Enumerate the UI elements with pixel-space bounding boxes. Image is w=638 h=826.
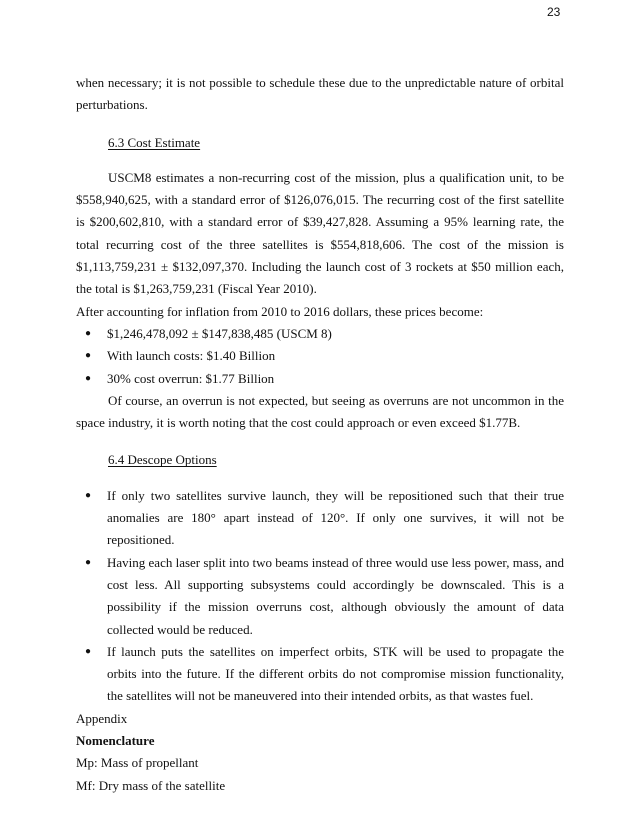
nomenclature-heading: Nomenclature: [76, 733, 155, 749]
overrun-paragraph: Of course, an overrun is not expected, but seeing as overruns are not uncommon in the space industry, it is worth noting that the cost could approach or even exceed $1.77B.: [76, 392, 564, 431]
bullet-icon: ●: [85, 327, 92, 339]
list-item-text: 30% cost overrun: $1.77 Billion: [107, 370, 275, 386]
cost-bullet-list: [76, 323, 564, 390]
list-item-text: $1,246,478,092 ± $147,838,485 (USCM 8): [107, 325, 332, 341]
list-item: [76, 345, 564, 367]
bullet-icon: ●: [85, 489, 92, 501]
list-item: [76, 323, 564, 345]
list-item-text: If only two satellites survive launch, they will be repositioned such that their true anomalies are 180° apart instead of 120°. If only one survives, it will not be repositioned.: [107, 487, 564, 548]
list-item-text: If launch puts the satellites on imperfect orbits, STK will be used to propagate the orbits into the future. If the different orbits do not compromise mission functionality, the satellites will not be maneuvered into their intended orbits, as that wastes fuel.: [107, 643, 564, 704]
bullet-icon: ●: [85, 645, 92, 657]
bullet-icon: ●: [85, 350, 92, 362]
list-item: [76, 485, 564, 552]
descope-bullet-list: [76, 485, 564, 708]
cost-estimate-paragraph: USCM8 estimates a non-recurring cost of the mission, plus a qualification unit, to be $558,940,625, with a standard error of $126,076,015. The recurring cost of the first satellite is $200,602,810, with a standard error of $39,427,828. Assuming a 95% learning rate, the total recurring cost of the three satellites is $554,818,606. The cost of the mission is $1,113,759,231 ± $132,097,370. Including the launch cost of 3 rockets at $50 million each, the total is $1,263,759,231 (Fiscal Year 2010).: [76, 169, 564, 297]
intro-paragraph: when necessary; it is not possible to schedule these due to the unpredictable nature of orbital perturbations.: [76, 75, 564, 113]
inflation-intro: After accounting for inflation from 2010 to 2016 dollars, these prices become:: [76, 303, 484, 319]
nomenclature-term: Mp: Mass of propellant: [76, 755, 199, 771]
list-item: [76, 552, 564, 641]
nomenclature-term: Mf: Dry mass of the satellite: [76, 777, 226, 793]
page-number: 23: [547, 5, 561, 19]
list-item: [76, 641, 564, 708]
list-item-text: With launch costs: $1.40 Billion: [107, 348, 276, 364]
bullet-icon: ●: [85, 556, 92, 568]
document-body: [76, 72, 564, 797]
list-item: [76, 368, 564, 390]
section-heading-cost-estimate: 6.3 Cost Estimate: [108, 134, 201, 150]
bullet-icon: ●: [85, 372, 92, 384]
section-heading-descope-options: 6.4 Descope Options: [108, 452, 217, 468]
list-item-text: Having each laser split into two beams instead of three would use less power, mass, and cost less. All supporting subsystems could accordingly be downscaled. This is a possibility if the mission overruns cost, although obviously the amount of data collected would be reduced.: [107, 554, 564, 637]
appendix-title: Appendix: [76, 710, 128, 726]
